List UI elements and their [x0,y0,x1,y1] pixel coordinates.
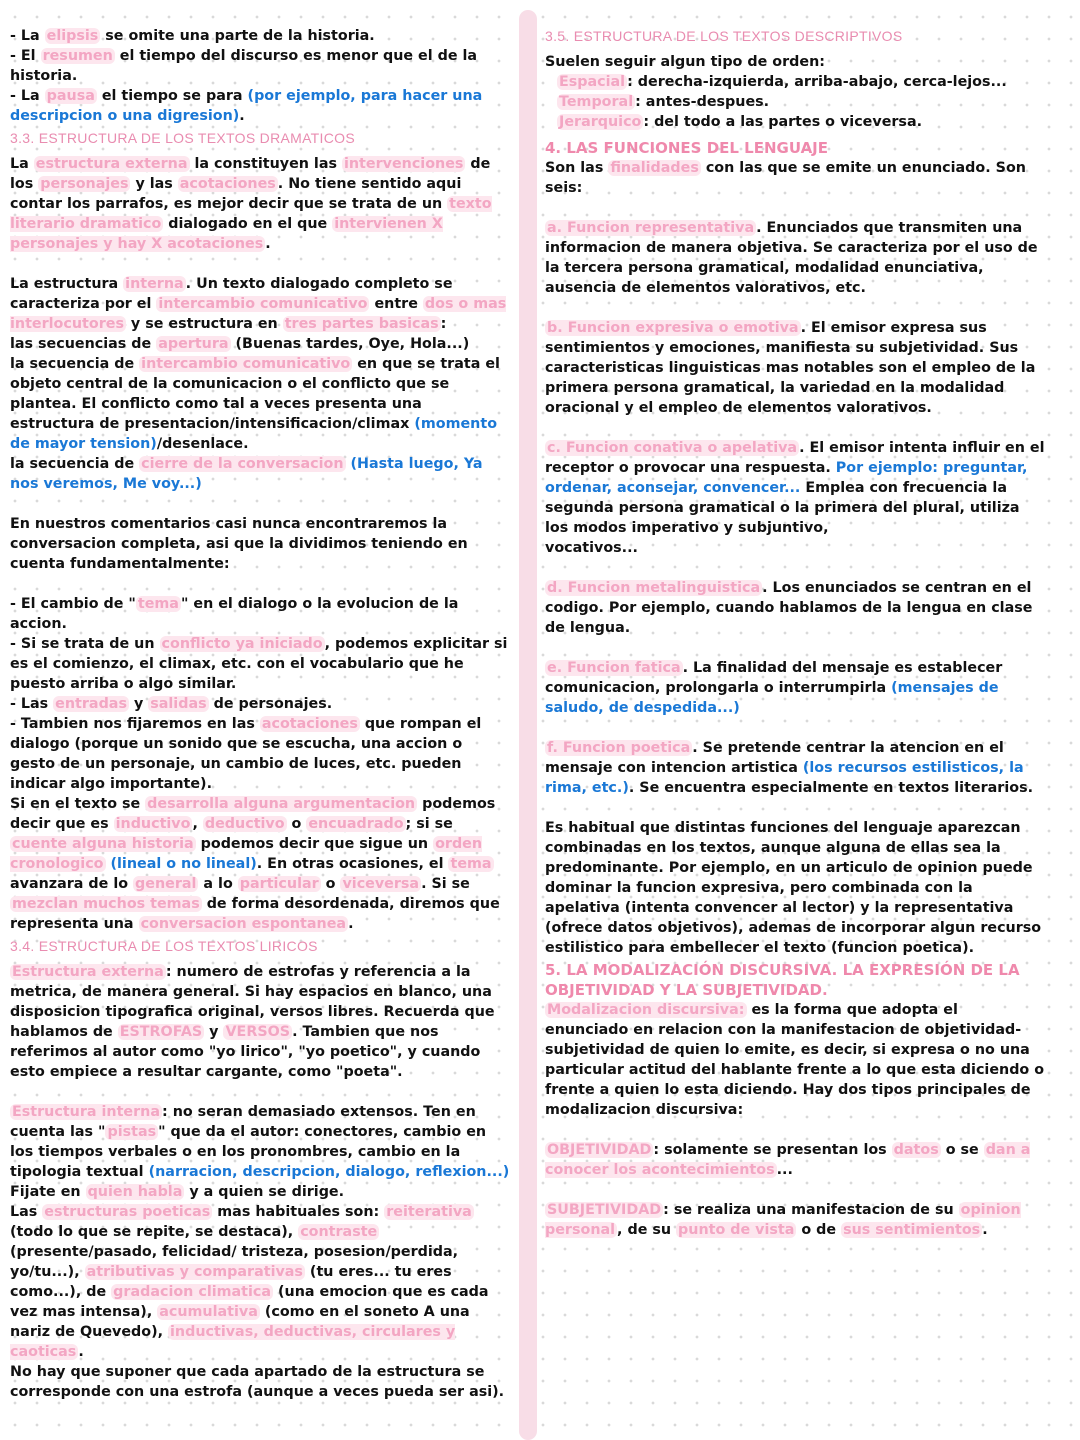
drama-bullet-entradas: - Las entradas y salidas de personajes. [10,696,333,712]
heading-liricos: 3.4. ESTRUCTURA DE LOS TEXTOS LIRICOS [10,938,318,954]
function-expresiva: b. Funcion expresiva o emotiva . El emisor expresa sus sentimientos y emociones, manifiesta su subjetividad. Sus caracteristicas linguisticas mas notables son el empleo de la primera persona gramatical, la variedad en la modalidad oracional y el empleo de elementos valorativos. [545,320,1036,416]
function-fatica: e. Funcion fatica . La finalidad del mensaje es establecer comunicacion, prolongarla o interrumpirla (mensajes de saludo, de despedida...) [545,660,1003,716]
heading-funciones: 4. LAS FUNCIONES DEL LENGUAJE [545,139,829,157]
narrative-item-resumen: - El resumen el tiempo del discurso es menor que el de la historia. [10,48,478,84]
function-representativa: a. Funcion representativa . Enunciados que transmiten una informacion de manera objetiva. Se caracteriza por el uso de la tercera persona gramatical, modalidad enunciativa, ausencia de elementos valorativos, etc. [545,220,1038,296]
heading-dramaticos: 3.3. ESTRUCTURA DE LOS TEXTOS DRAMATICOS [10,130,355,146]
lyric-paragraph-estrofa: No hay que suponer que cada apartado de la estructura se corresponde con una estrofa (aunque a veces pueda ser asi). [10,1364,505,1400]
order-espacial: Espacial : derecha-izquierda, arriba-abajo, cerca-lejos... [559,74,1007,90]
sequence-apertura: las secuencias de apertura (Buenas tardes, Oye, Hola...) [10,336,470,352]
function-conativa-vocativos: vocativos... [545,540,638,556]
function-metalinguistica: d. Funcion metalinguistica . Los enunciados se centran en el codigo. Por ejemplo, cuando hablamos de la lengua en clase de lengua. [545,580,1033,636]
drama-paragraph-externa: La estructura externa la constituyen las intervenciones de los personajes y las acotaciones . No tiene sentido aqui contar los parrafos, es mejor decir que se trata de un texto literario dramatico dialogado en el que intervienen X personajes y hay X acotaciones . [10,156,492,252]
modalizacion-definition: Modalizacion discursiva: es la forma que adopta el enunciado en relacion con la manifestacion de objetividad-subjetividad de quien lo emite, es decir, si expresa o no una particular actitud del hablante frente a lo que esta diciendo o frente a quien lo esta diciendo. Hay dos tipos principales de modalizacion discursiva: [545,1002,1045,1118]
right-column [545,26,1045,1240]
lyric-paragraph-quien-habla: Fijate en quien habla y a quien se dirige. [10,1184,345,1200]
heading-modalizacion: 5. LA MODALIZACIÓN DISCURSIVA. LA EXPRESIÓN DE LA OBJETIVIDAD Y LA SUBJETIVIDAD. [545,961,1020,999]
desc-intro: Suelen seguir algun tipo de orden: [545,54,825,70]
function-poetica: f. Funcion poetica . Se pretende centrar la atencion en el mensaje con intencion artistica (los recursos estilisticos, la rima, etc.). Se encuentra especialmente en textos literarios. [545,740,1034,796]
functions-intro: Son las finalidades con las que se emite un enunciado. Son seis: [545,160,1026,196]
column-divider [519,10,537,1440]
drama-paragraph-interna: La estructura interna . Un texto dialogado completo se caracteriza por el intercambio comunicativo entre dos o mas interlocutores y se estructura en tres partes basicas : [10,276,507,332]
order-temporal: Temporal : antes-despues. [559,94,770,110]
sequence-intercambio: la secuencia de intercambio comunicativo en que se trata el objeto central de la comunicacion o el conflicto que se plantea. El conflicto como tal a veces presenta una estructura de presentacion/intensificacion/climax (momento de mayor tension)/desenlace. [10,356,500,452]
drama-bullet-tema: - El cambio de " tema " en el dialogo o la evolucion de la accion. [10,596,459,632]
lyric-paragraph-interna: Estructura interna : no seran demasiado extensos. Ten en cuenta las " pistas " que da el autor: conectores, cambio en los tiempos verbales o en los pronombres, cambio en la tipologia textual (narracion, descripcion, dialogo, reflexion...) [10,1104,510,1180]
drama-bullet-conflicto: - Si se trata de un conflicto ya iniciado , podemos explicitar si es el comienzo, el climax, etc. con el vocabulario que he puesto arriba o algo similar. [10,636,508,692]
modalizacion-subjetividad: SUBJETIVIDAD : se realiza una manifestacion de su opinion personal , de su punto de vista o de sus sentimientos . [545,1202,1021,1238]
narrative-item-elipsis: - La elipsis se omite una parte de la historia. [10,28,375,44]
lyric-paragraph-estructuras: Las estructuras poeticas mas habituales son: reiterativa (todo lo que se repite, se destaca), contraste (presente/pasado, felicidad/ tristeza, posesion/perdida, yo/tu...), atributivas y comparativas (tu eres... tu eres como...), de gradacion climatica (una emocion que es cada vez mas intensa), acumulativa (como en el soneto A una nariz de Quevedo), inductivas, deductivas, circulares y caoticas . [10,1204,489,1360]
function-conativa: c. Funcion conativa o apelativa . El emisor intenta influir en el receptor o provocar una respuesta. Por ejemplo: preguntar, ordenar, aconsejar, convencer... Emplea con frecuencia la segunda persona gramatical o la primera del plural, utiliza los modos imperativo y subjuntivo, [545,440,1045,536]
lyric-paragraph-externa: Estructura externa : numero de estrofas y referencia a la metrica, de manera general. Si hay espacios en blanco, una disposicion tipografica original, versos libres. Recuerda que hablamos de ESTROFAS y VERSOS . Tambien que nos referimos al autor como "yo lirico", "yo poetico", y cuando esto empiece a resultar cargante, como "poeta". [10,964,495,1080]
drama-bullet-acotaciones: - Tambien nos fijaremos en las acotaciones que rompan el dialogo (porque un sonido que se escucha, una accion o gesto de un personaje, un cambio de luces, etc. pueden indicar algo importante). [10,716,482,792]
drama-paragraph-comentarios: En nuestros comentarios casi nunca encontraremos la conversacion completa, asi que la dividimos teniendo en cuenta fundamentalmente: [10,516,468,572]
left-column [10,26,510,1402]
narrative-item-pausa: - La pausa el tiempo se para (por ejemplo, para hacer una descripcion o una digresion). [10,88,483,124]
modalizacion-objetividad: OBJETIVIDAD : solamente se presentan los datos o se dan a conocer los acontecimientos ... [545,1142,1031,1178]
heading-descriptivos: 3.5. ESTRUCTURA DE LOS TEXTOS DESCRIPTIVOS [545,28,903,44]
sequence-cierre: la secuencia de cierre de la conversacion (Hasta luego, Ya nos veremos, Me voy...) [10,456,483,492]
functions-closing: Es habitual que distintas funciones del lenguaje aparezcan combinadas en los textos, aunque alguna de ellas sea la predominante. Por ejemplo, en un articulo de opinion puede dominar la funcion expresiva, pero combinada con la apelativa (intenta convencer al lector) y la representativa (ofrece datos objetivos), ademas de incorporar algun recurso estilistico para embellecer el texto (funcion poetica). [545,820,1042,956]
order-jerarquico: Jerarquico : del todo a las partes o viceversa. [559,114,923,130]
drama-paragraph-argumentacion: Si en el texto se desarrolla alguna argumentacion podemos decir que es inductivo , deductivo o encuadrado ; si se cuente alguna historia podemos decir que sigue un orden cronologico (lineal o no lineal). En otras ocasiones, el tema avanzara de lo general a lo particular o viceversa . Si se mezclan muchos temas de forma desordenada, diremos que representa una conversacion espontanea . [10,796,500,932]
